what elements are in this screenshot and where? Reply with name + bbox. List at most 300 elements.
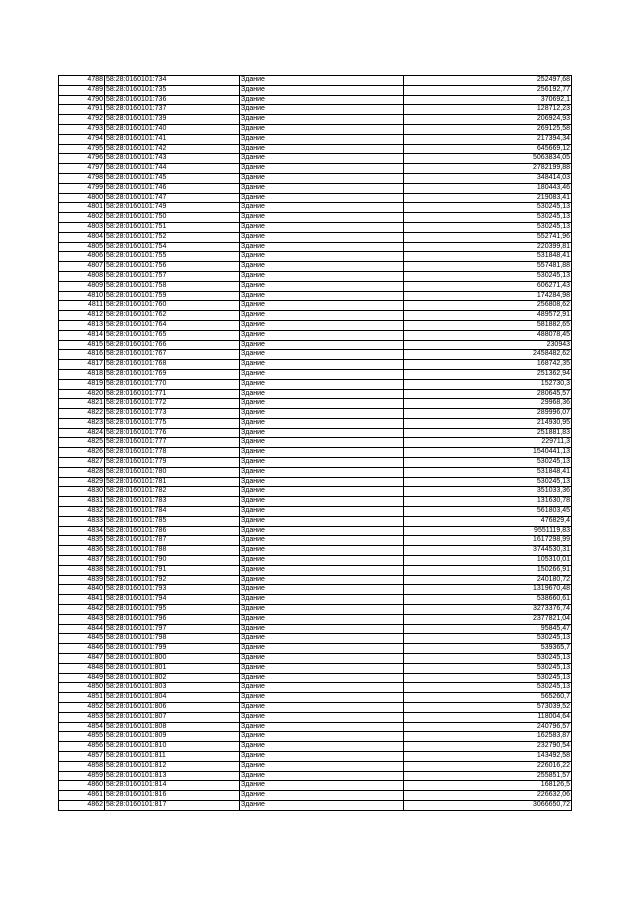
cadastral-number: 58:28:0160101:810 — [105, 742, 240, 752]
table-row — [59, 418, 572, 428]
object-type: Здание — [240, 507, 404, 517]
cadastral-value: 3066650,72 — [404, 800, 572, 810]
table-body — [59, 76, 572, 811]
object-type: Здание — [240, 95, 404, 105]
row-number: 4794 — [59, 134, 105, 144]
cadastral-number: 58:28:0160101:754 — [105, 242, 240, 252]
cadastral-number: 58:28:0160101:735 — [105, 85, 240, 95]
cadastral-number: 58:28:0160101:793 — [105, 585, 240, 595]
cadastral-value: 131630,78 — [404, 497, 572, 507]
cadastral-value: 2782199,88 — [404, 164, 572, 174]
row-number: 4834 — [59, 526, 105, 536]
row-number: 4836 — [59, 546, 105, 556]
row-number: 4855 — [59, 732, 105, 742]
cadastral-number: 58:28:0160101:786 — [105, 526, 240, 536]
table-row — [59, 536, 572, 546]
cadastral-value: 581882,65 — [404, 320, 572, 330]
object-type: Здание — [240, 448, 404, 458]
cadastral-value: 552741,96 — [404, 232, 572, 242]
cadastral-number: 58:28:0160101:806 — [105, 703, 240, 713]
cadastral-number: 58:28:0160101:814 — [105, 781, 240, 791]
row-number: 4856 — [59, 742, 105, 752]
object-type: Здание — [240, 438, 404, 448]
table-row — [59, 203, 572, 213]
cadastral-value: 530245,13 — [404, 271, 572, 281]
object-type: Здание — [240, 654, 404, 664]
object-type: Здание — [240, 124, 404, 134]
cadastral-value: 226632,06 — [404, 791, 572, 801]
cadastral-value: 530245,13 — [404, 673, 572, 683]
table-row — [59, 438, 572, 448]
cadastral-value: 143492,58 — [404, 751, 572, 761]
cadastral-number: 58:28:0160101:767 — [105, 350, 240, 360]
cadastral-value: 214930,95 — [404, 418, 572, 428]
cadastral-value: 530245,13 — [404, 634, 572, 644]
cadastral-number: 58:28:0160101:778 — [105, 448, 240, 458]
cadastral-value: 3273376,74 — [404, 605, 572, 615]
cadastral-value: 476829,4 — [404, 516, 572, 526]
cadastral-value: 232790,54 — [404, 742, 572, 752]
cadastral-value: 118004,64 — [404, 712, 572, 722]
cadastral-number: 58:28:0160101:784 — [105, 507, 240, 517]
table-row — [59, 379, 572, 389]
row-number: 4803 — [59, 222, 105, 232]
object-type: Здание — [240, 409, 404, 419]
cadastral-number: 58:28:0160101:807 — [105, 712, 240, 722]
cadastral-value: 557481,88 — [404, 262, 572, 272]
row-number: 4843 — [59, 614, 105, 624]
table-row — [59, 340, 572, 350]
table-row — [59, 791, 572, 801]
object-type: Здание — [240, 203, 404, 213]
object-type: Здание — [240, 516, 404, 526]
object-type: Здание — [240, 154, 404, 164]
row-number: 4796 — [59, 154, 105, 164]
cadastral-number: 58:28:0160101:768 — [105, 360, 240, 370]
cadastral-value: 351033,36 — [404, 487, 572, 497]
cadastral-number: 58:28:0160101:756 — [105, 262, 240, 272]
row-number: 4852 — [59, 703, 105, 713]
object-type: Здание — [240, 771, 404, 781]
row-number: 4797 — [59, 164, 105, 174]
table-row — [59, 252, 572, 262]
cadastral-value: 530245,13 — [404, 213, 572, 223]
row-number: 4846 — [59, 644, 105, 654]
cadastral-value: 3744530,31 — [404, 546, 572, 556]
cadastral-number: 58:28:0160101:779 — [105, 458, 240, 468]
table-row — [59, 507, 572, 517]
cadastral-number: 58:28:0160101:759 — [105, 291, 240, 301]
object-type: Здание — [240, 340, 404, 350]
cadastral-number: 58:28:0160101:816 — [105, 791, 240, 801]
table-row — [59, 477, 572, 487]
cadastral-number: 58:28:0160101:747 — [105, 193, 240, 203]
table-row — [59, 134, 572, 144]
cadastral-number: 58:28:0160101:803 — [105, 683, 240, 693]
table-row — [59, 281, 572, 291]
cadastral-value: 606271,43 — [404, 281, 572, 291]
table-row — [59, 271, 572, 281]
table-row — [59, 663, 572, 673]
table-row — [59, 614, 572, 624]
cadastral-number: 58:28:0160101:813 — [105, 771, 240, 781]
object-type: Здание — [240, 242, 404, 252]
cadastral-number: 58:28:0160101:771 — [105, 389, 240, 399]
cadastral-number: 58:28:0160101:799 — [105, 644, 240, 654]
cadastral-number: 58:28:0160101:808 — [105, 722, 240, 732]
cadastral-value: 289996,07 — [404, 409, 572, 419]
cadastral-value: 370692,1 — [404, 95, 572, 105]
row-number: 4823 — [59, 418, 105, 428]
object-type: Здание — [240, 585, 404, 595]
cadastral-number: 58:28:0160101:737 — [105, 105, 240, 115]
cadastral-number: 58:28:0160101:817 — [105, 800, 240, 810]
object-type: Здание — [240, 271, 404, 281]
cadastral-value: 2377821,04 — [404, 614, 572, 624]
cadastral-number: 58:28:0160101:734 — [105, 76, 240, 86]
object-type: Здание — [240, 330, 404, 340]
row-number: 4791 — [59, 105, 105, 115]
row-number: 4798 — [59, 173, 105, 183]
cadastral-value: 2458482,62 — [404, 350, 572, 360]
object-type: Здание — [240, 389, 404, 399]
table-row — [59, 526, 572, 536]
row-number: 4840 — [59, 585, 105, 595]
cadastral-number: 58:28:0160101:787 — [105, 536, 240, 546]
cadastral-value: 174284,98 — [404, 291, 572, 301]
row-number: 4838 — [59, 565, 105, 575]
table-row — [59, 683, 572, 693]
table-row — [59, 389, 572, 399]
table-row — [59, 76, 572, 86]
table-row — [59, 771, 572, 781]
object-type: Здание — [240, 115, 404, 125]
cadastral-value: 530245,13 — [404, 203, 572, 213]
object-type: Здание — [240, 85, 404, 95]
table-row — [59, 350, 572, 360]
cadastral-value: 565260,7 — [404, 693, 572, 703]
cadastral-number: 58:28:0160101:783 — [105, 497, 240, 507]
row-number: 4804 — [59, 232, 105, 242]
object-type: Здание — [240, 399, 404, 409]
table-row — [59, 428, 572, 438]
cadastral-number: 58:28:0160101:770 — [105, 379, 240, 389]
row-number: 4860 — [59, 781, 105, 791]
object-type: Здание — [240, 105, 404, 115]
row-number: 4847 — [59, 654, 105, 664]
cadastral-value: 128712,23 — [404, 105, 572, 115]
table-row — [59, 399, 572, 409]
object-type: Здание — [240, 722, 404, 732]
row-number: 4805 — [59, 242, 105, 252]
row-number: 4848 — [59, 663, 105, 673]
object-type: Здание — [240, 761, 404, 771]
object-type: Здание — [240, 467, 404, 477]
object-type: Здание — [240, 144, 404, 154]
cadastral-value: 180443,46 — [404, 183, 572, 193]
cadastral-number: 58:28:0160101:809 — [105, 732, 240, 742]
row-number: 4817 — [59, 360, 105, 370]
table-row — [59, 497, 572, 507]
cadastral-number: 58:28:0160101:800 — [105, 654, 240, 664]
table-row — [59, 703, 572, 713]
cadastral-value: 251881,83 — [404, 428, 572, 438]
object-type: Здание — [240, 546, 404, 556]
cadastral-number: 58:28:0160101:746 — [105, 183, 240, 193]
object-type: Здание — [240, 222, 404, 232]
cadastral-value: 229711,3 — [404, 438, 572, 448]
cadastral-value: 1319670,48 — [404, 585, 572, 595]
table-row — [59, 291, 572, 301]
table-row — [59, 781, 572, 791]
object-type: Здание — [240, 614, 404, 624]
object-type: Здание — [240, 183, 404, 193]
table-row — [59, 301, 572, 311]
row-number: 4828 — [59, 467, 105, 477]
cadastral-value: 530245,13 — [404, 683, 572, 693]
cadastral-number: 58:28:0160101:740 — [105, 124, 240, 134]
cadastral-number: 58:28:0160101:795 — [105, 605, 240, 615]
object-type: Здание — [240, 575, 404, 585]
cadastral-value: 489572,91 — [404, 311, 572, 321]
cadastral-number: 58:28:0160101:764 — [105, 320, 240, 330]
table-row — [59, 105, 572, 115]
cadastral-value: 150266,91 — [404, 565, 572, 575]
cadastral-value: 488078,45 — [404, 330, 572, 340]
row-number: 4795 — [59, 144, 105, 154]
object-type: Здание — [240, 477, 404, 487]
table-row — [59, 164, 572, 174]
object-type: Здание — [240, 526, 404, 536]
object-type: Здание — [240, 732, 404, 742]
object-type: Здание — [240, 595, 404, 605]
cadastral-number: 58:28:0160101:796 — [105, 614, 240, 624]
table-row — [59, 751, 572, 761]
row-number: 4789 — [59, 85, 105, 95]
cadastral-number: 58:28:0160101:750 — [105, 213, 240, 223]
table-row — [59, 85, 572, 95]
object-type: Здание — [240, 193, 404, 203]
cadastral-number: 58:28:0160101:785 — [105, 516, 240, 526]
cadastral-number: 58:28:0160101:742 — [105, 144, 240, 154]
row-number: 4814 — [59, 330, 105, 340]
row-number: 4827 — [59, 458, 105, 468]
cadastral-number: 58:28:0160101:741 — [105, 134, 240, 144]
table-row — [59, 173, 572, 183]
cadastral-value: 168126,5 — [404, 781, 572, 791]
object-type: Здание — [240, 751, 404, 761]
table-row — [59, 487, 572, 497]
cadastral-number: 58:28:0160101:769 — [105, 369, 240, 379]
cadastral-value: 561803,45 — [404, 507, 572, 517]
object-type: Здание — [240, 320, 404, 330]
table-row — [59, 320, 572, 330]
row-number: 4841 — [59, 595, 105, 605]
cadastral-value: 230943 — [404, 340, 572, 350]
cadastral-value: 206924,93 — [404, 115, 572, 125]
row-number: 4833 — [59, 516, 105, 526]
cadastral-value: 95845,47 — [404, 624, 572, 634]
row-number: 4839 — [59, 575, 105, 585]
row-number: 4801 — [59, 203, 105, 213]
cadastral-value: 217394,34 — [404, 134, 572, 144]
row-number: 4811 — [59, 301, 105, 311]
object-type: Здание — [240, 379, 404, 389]
cadastral-number: 58:28:0160101:802 — [105, 673, 240, 683]
table-row — [59, 242, 572, 252]
object-type: Здание — [240, 712, 404, 722]
cadastral-number: 58:28:0160101:743 — [105, 154, 240, 164]
cadastral-number: 58:28:0160101:790 — [105, 556, 240, 566]
table-row — [59, 232, 572, 242]
table-row — [59, 556, 572, 566]
table-row — [59, 115, 572, 125]
object-type: Здание — [240, 458, 404, 468]
table-row — [59, 516, 572, 526]
object-type: Здание — [240, 173, 404, 183]
table-row — [59, 565, 572, 575]
cadastral-number: 58:28:0160101:757 — [105, 271, 240, 281]
row-number: 4830 — [59, 487, 105, 497]
row-number: 4808 — [59, 271, 105, 281]
object-type: Здание — [240, 291, 404, 301]
cadastral-number: 58:28:0160101:772 — [105, 399, 240, 409]
table-row — [59, 467, 572, 477]
row-number: 4854 — [59, 722, 105, 732]
object-type: Здание — [240, 663, 404, 673]
table-row — [59, 654, 572, 664]
cadastral-number: 58:28:0160101:811 — [105, 751, 240, 761]
object-type: Здание — [240, 232, 404, 242]
row-number: 4825 — [59, 438, 105, 448]
object-type: Здание — [240, 360, 404, 370]
table-row — [59, 575, 572, 585]
cadastral-number: 58:28:0160101:775 — [105, 418, 240, 428]
cadastral-value: 1617298,99 — [404, 536, 572, 546]
cadastral-number: 58:28:0160101:766 — [105, 340, 240, 350]
cadastral-value: 530245,13 — [404, 654, 572, 664]
object-type: Здание — [240, 350, 404, 360]
table-row — [59, 693, 572, 703]
row-number: 4792 — [59, 115, 105, 125]
row-number: 4835 — [59, 536, 105, 546]
cadastral-value: 269125,58 — [404, 124, 572, 134]
row-number: 4832 — [59, 507, 105, 517]
cadastral-value: 105310,01 — [404, 556, 572, 566]
table-row — [59, 369, 572, 379]
cadastral-number: 58:28:0160101:792 — [105, 575, 240, 585]
cadastral-value: 539365,7 — [404, 644, 572, 654]
object-type: Здание — [240, 703, 404, 713]
cadastral-value: 573039,52 — [404, 703, 572, 713]
cadastral-number: 58:28:0160101:804 — [105, 693, 240, 703]
row-number: 4844 — [59, 624, 105, 634]
cadastral-number: 58:28:0160101:782 — [105, 487, 240, 497]
cadastral-number: 58:28:0160101:749 — [105, 203, 240, 213]
cadastral-value: 252497,68 — [404, 76, 572, 86]
object-type: Здание — [240, 644, 404, 654]
table-row — [59, 673, 572, 683]
cadastral-value: 29968,36 — [404, 399, 572, 409]
object-type: Здание — [240, 791, 404, 801]
object-type: Здание — [240, 497, 404, 507]
cadastral-value: 152730,3 — [404, 379, 572, 389]
row-number: 4859 — [59, 771, 105, 781]
table-row — [59, 458, 572, 468]
table-row — [59, 585, 572, 595]
object-type: Здание — [240, 428, 404, 438]
cadastral-value: 530245,13 — [404, 222, 572, 232]
cadastral-number: 58:28:0160101:788 — [105, 546, 240, 556]
cadastral-number: 58:28:0160101:739 — [105, 115, 240, 125]
table-row — [59, 761, 572, 771]
row-number: 4819 — [59, 379, 105, 389]
cadastral-value: 255851,57 — [404, 771, 572, 781]
object-type: Здание — [240, 213, 404, 223]
cadastral-number: 58:28:0160101:801 — [105, 663, 240, 673]
cadastral-value: 531848,41 — [404, 252, 572, 262]
table-row — [59, 262, 572, 272]
object-type: Здание — [240, 634, 404, 644]
object-type: Здание — [240, 164, 404, 174]
object-type: Здание — [240, 487, 404, 497]
table-row — [59, 595, 572, 605]
table-row — [59, 722, 572, 732]
row-number: 4793 — [59, 124, 105, 134]
cadastral-number: 58:28:0160101:736 — [105, 95, 240, 105]
table-row — [59, 409, 572, 419]
cadastral-value: 251362,94 — [404, 369, 572, 379]
object-type: Здание — [240, 683, 404, 693]
object-type: Здание — [240, 565, 404, 575]
table-row — [59, 311, 572, 321]
cadastral-number: 58:28:0160101:752 — [105, 232, 240, 242]
cadastral-value: 538660,61 — [404, 595, 572, 605]
row-number: 4800 — [59, 193, 105, 203]
table-row — [59, 732, 572, 742]
cadastral-number: 58:28:0160101:797 — [105, 624, 240, 634]
row-number: 4862 — [59, 800, 105, 810]
cadastral-number: 58:28:0160101:780 — [105, 467, 240, 477]
object-type: Здание — [240, 311, 404, 321]
table-row — [59, 634, 572, 644]
row-number: 4821 — [59, 399, 105, 409]
object-type: Здание — [240, 252, 404, 262]
cadastral-value: 226016,22 — [404, 761, 572, 771]
row-number: 4826 — [59, 448, 105, 458]
cadastral-value: 280645,57 — [404, 389, 572, 399]
object-type: Здание — [240, 281, 404, 291]
row-number: 4807 — [59, 262, 105, 272]
object-type: Здание — [240, 624, 404, 634]
cadastral-number: 58:28:0160101:760 — [105, 301, 240, 311]
row-number: 4799 — [59, 183, 105, 193]
row-number: 4845 — [59, 634, 105, 644]
object-type: Здание — [240, 536, 404, 546]
cadastral-number: 58:28:0160101:745 — [105, 173, 240, 183]
cadastral-value: 530245,13 — [404, 663, 572, 673]
cadastral-value: 240796,57 — [404, 722, 572, 732]
cadastral-value: 348414,03 — [404, 173, 572, 183]
object-type: Здание — [240, 693, 404, 703]
object-type: Здание — [240, 800, 404, 810]
table-row — [59, 448, 572, 458]
row-number: 4850 — [59, 683, 105, 693]
cadastral-number: 58:28:0160101:781 — [105, 477, 240, 487]
cadastral-value: 256808,62 — [404, 301, 572, 311]
row-number: 4815 — [59, 340, 105, 350]
row-number: 4810 — [59, 291, 105, 301]
